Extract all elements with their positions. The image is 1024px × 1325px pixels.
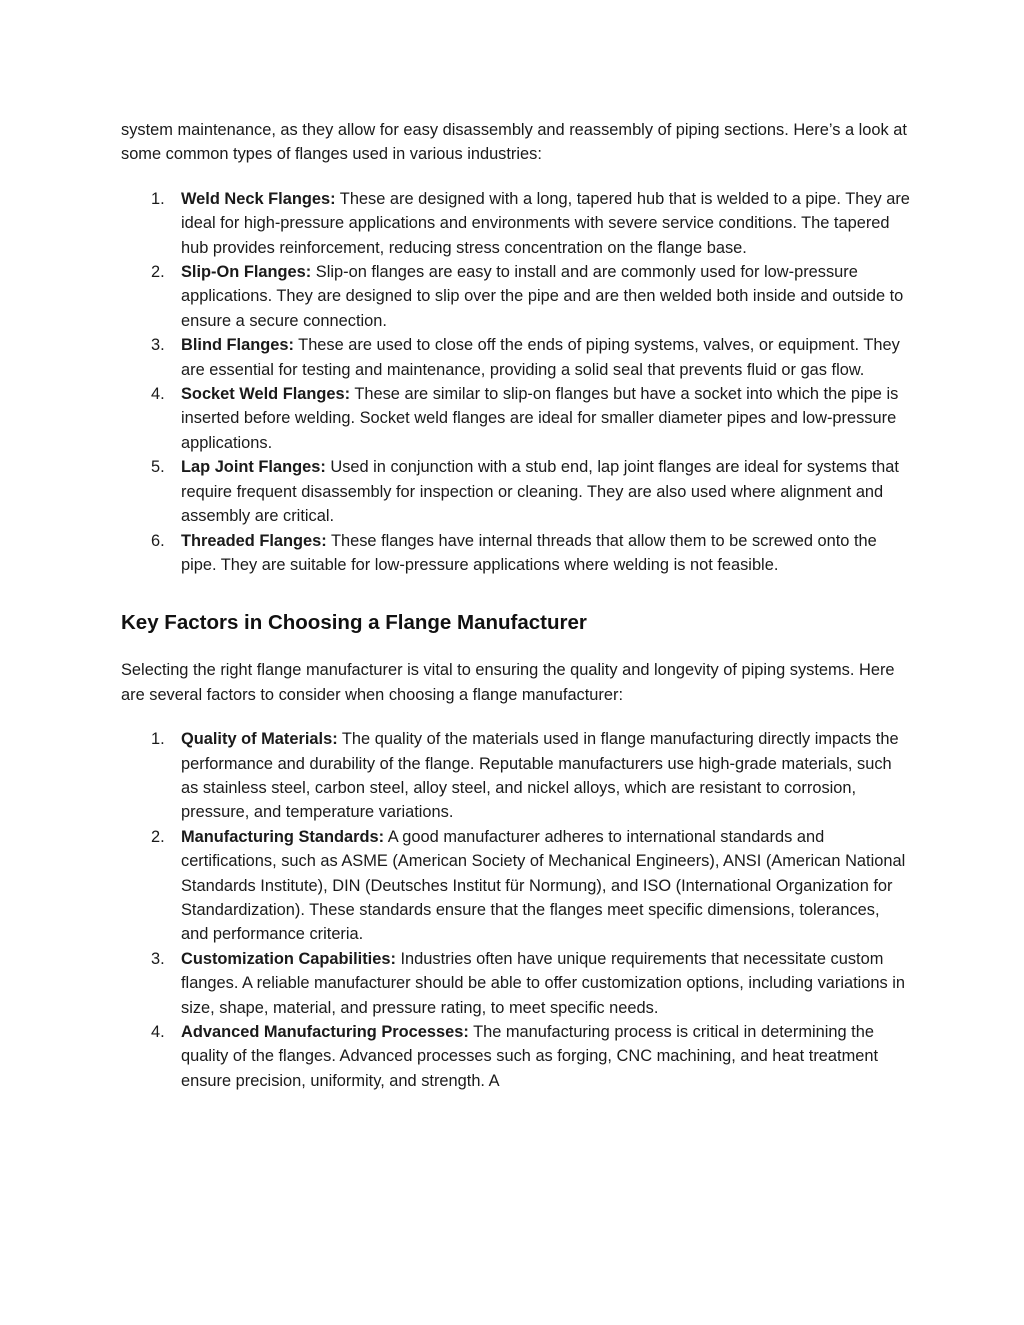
list-text: Slip-on flanges are easy to install and are commonly used for low-pressure applications. They are designed to slip over the pipe and are then welded both inside and outside to ensure a secure connection.: [181, 263, 904, 330]
section-intro-paragraph: Selecting the right flange manufacturer is vital to ensuring the quality and longevity of piping systems. Here are several factors to consider when choosing a flange manufacturer:: [121, 661, 895, 704]
list-text: Used in conjunction with a stub end, lap joint flanges are ideal for systems that require frequent disassembly for inspection or cleaning. They are also used where alignment and assembly are critical.: [181, 458, 899, 526]
list-text: These are designed with a long, tapered hub that is welded to a pipe. They are ideal for high-pressure applications and environments with severe service conditions. The tapered hub provides reinforcement, reducing stress concentration on the flange base.: [181, 189, 910, 257]
list-number: 3.: [151, 949, 165, 968]
factors-list: [121, 727, 911, 1093]
list-item: [121, 947, 911, 1020]
list-term: Weld Neck Flanges:: [181, 189, 336, 208]
list-term: Socket Weld Flanges:: [181, 385, 351, 404]
list-item: [121, 727, 911, 825]
list-item: [121, 455, 911, 528]
list-text: The quality of the materials used in flange manufacturing directly impacts the performance and durability of the flange. Reputable manufacturers use high-grade materials, such as stainless steel, carbon steel, alloy steel, and nickel alloys, which are resistant to corrosion, pressure, and temperature variations.: [181, 730, 899, 822]
list-term: Advanced Manufacturing Processes:: [181, 1023, 469, 1041]
list-number: 3.: [151, 336, 165, 355]
list-item: [121, 333, 911, 382]
list-number: 4.: [151, 1023, 165, 1041]
flange-types-list: [121, 187, 911, 578]
list-number: 2.: [151, 827, 165, 846]
list-number: 2.: [151, 263, 165, 282]
list-text: A good manufacturer adheres to international standards and certifications, such as ASME (American Society of Mechanical Engineers), ANSI (American National Standards Institute), DIN (Deutsches Institut für Normung), and ISO (International Organization for Standardization). These standards ensure that the flanges meet specific dimensions, tolerances, and performance criteria.: [181, 827, 906, 944]
list-number: 5.: [151, 458, 165, 477]
list-text: These flanges have internal threads that allow them to be screwed onto the pipe. They are suitable for low-pressure applications where welding is not feasible.: [181, 531, 877, 574]
list-term: Quality of Materials:: [181, 730, 338, 749]
list-number: 1.: [151, 730, 165, 749]
list-item: [121, 825, 911, 947]
list-text: These are similar to slip-on flanges but have a socket into which the pipe is inserted before welding. Socket weld flanges are ideal for smaller diameter pipes and low-pressure applications.: [181, 385, 899, 452]
list-number: 1.: [151, 189, 165, 208]
list-item: [121, 529, 911, 578]
list-item: [121, 260, 911, 333]
list-item: [121, 187, 911, 260]
list-number: 6.: [151, 531, 165, 550]
intro-paragraph: system maintenance, as they allow for easy disassembly and reassembly of piping sections. Here’s a look at some common types of flanges used in various industries:: [121, 121, 907, 164]
list-number: 4.: [151, 385, 165, 404]
list-item: [121, 1020, 911, 1093]
list-item: [121, 382, 911, 455]
section-heading: Key Factors in Choosing a Flange Manufacturer: [121, 611, 587, 635]
document-page: [121, 118, 911, 1093]
list-term: Lap Joint Flanges:: [181, 458, 326, 477]
list-term: Blind Flanges:: [181, 336, 294, 355]
list-text: These are used to close off the ends of piping systems, valves, or equipment. They are essential for testing and maintenance, providing a solid seal that prevents fluid or gas flow.: [181, 336, 900, 379]
list-term: Customization Capabilities:: [181, 949, 396, 968]
list-term: Manufacturing Standards:: [181, 827, 385, 846]
list-text: Industries often have unique requirements that necessitate custom flanges. A reliable manufacturer should be able to offer customization options, including variations in size, shape, material, and pressure rating, to meet specific needs.: [181, 949, 906, 1017]
list-term: Threaded Flanges:: [181, 531, 327, 550]
list-term: Slip-On Flanges:: [181, 263, 312, 282]
list-text: The manufacturing process is critical in determining the quality of the flanges. Advanced processes such as forging, CNC machining, and heat treatment ensure precision, uniformity, and strength. A: [181, 1023, 879, 1090]
